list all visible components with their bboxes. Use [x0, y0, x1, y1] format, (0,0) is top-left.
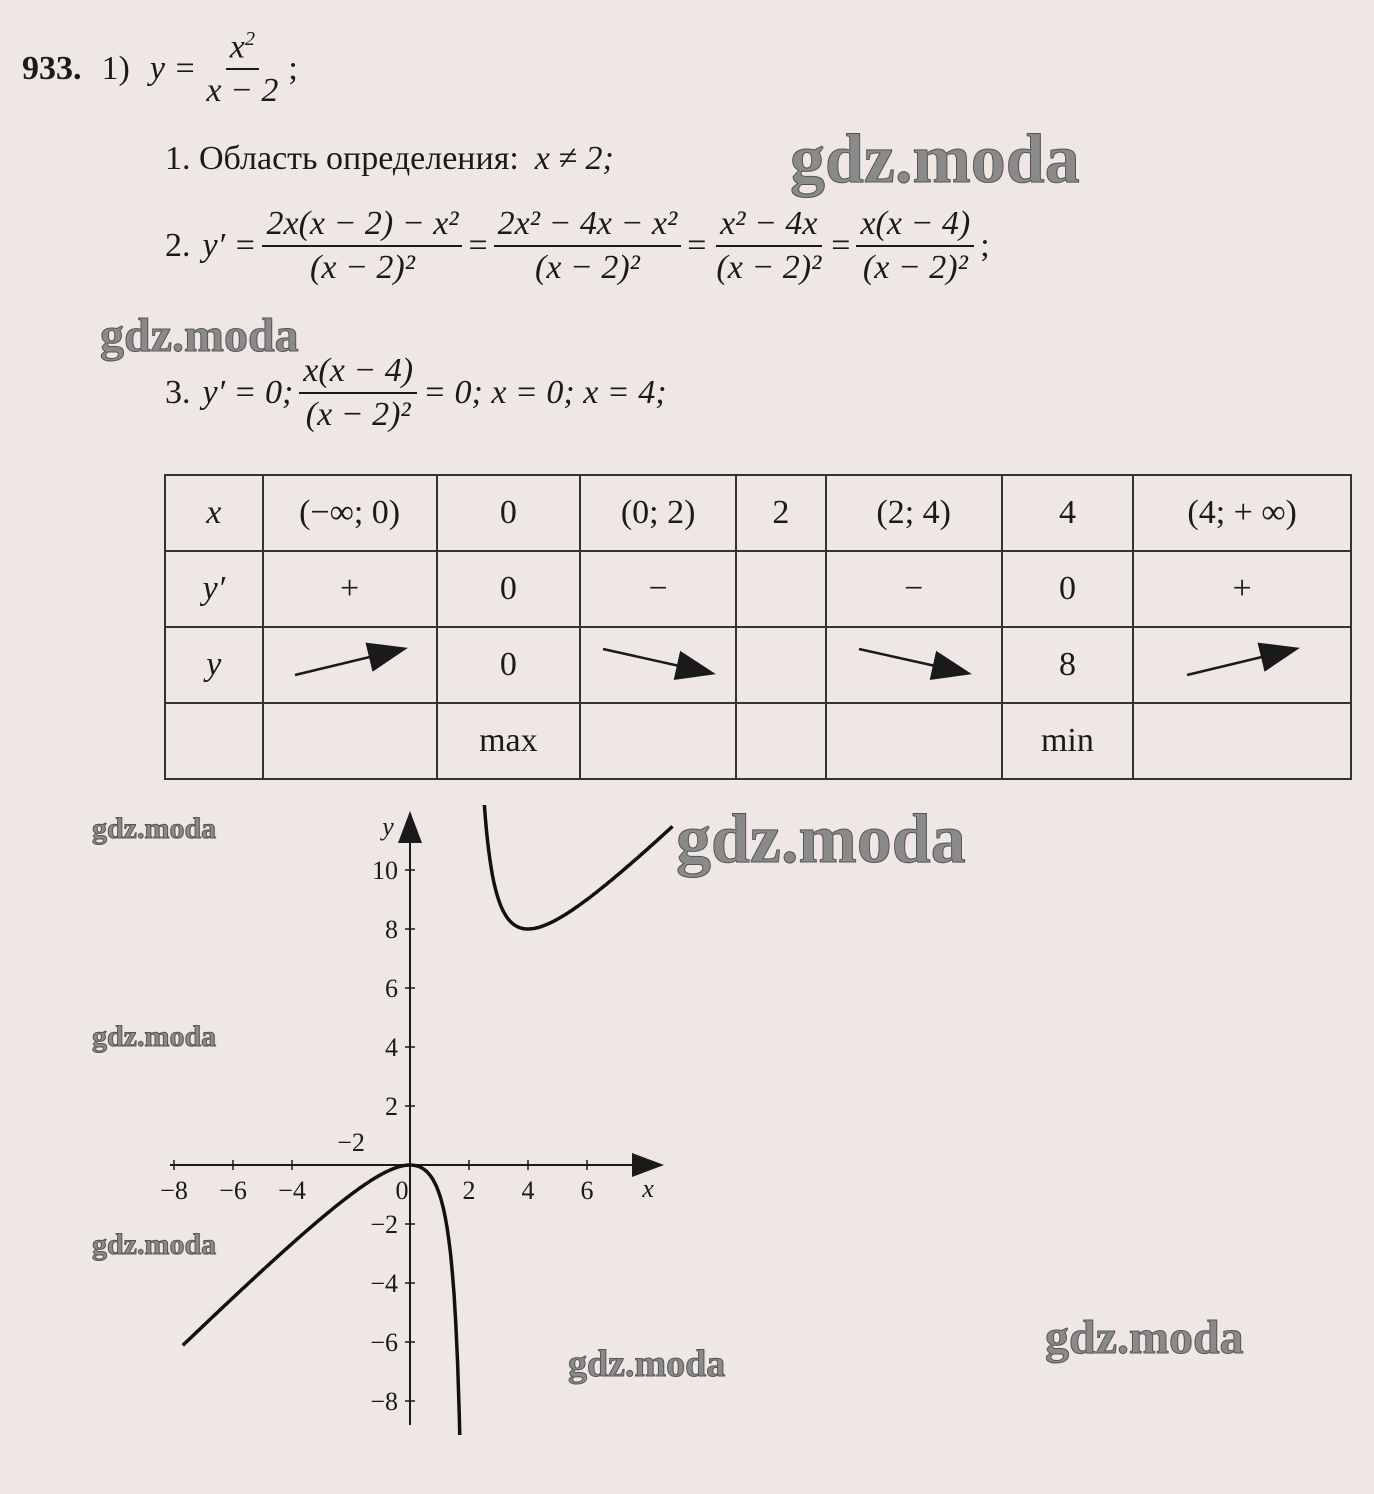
function-fraction — [202, 28, 282, 110]
equals-sign: = — [468, 227, 488, 264]
y-tick-label: 4 — [385, 1033, 398, 1062]
table-cell: + — [1133, 551, 1351, 627]
table-cell — [736, 627, 826, 703]
table-cell: − — [580, 551, 736, 627]
table-cell: 8 — [1002, 627, 1134, 703]
step-3-label: 3. — [165, 374, 191, 411]
y-tick-label: 10 — [372, 856, 398, 885]
x-tick-label: 2 — [462, 1176, 476, 1205]
derivative-fraction-2 — [494, 205, 682, 287]
step-1-condition: x ≠ 2; — [534, 140, 614, 177]
equals-sign: = — [687, 227, 707, 264]
table-cell — [736, 703, 826, 779]
derivative-fraction-4 — [856, 205, 974, 287]
table-cell: 0 — [1002, 551, 1134, 627]
table-cell: 0 — [437, 627, 581, 703]
watermark-small: gdz.moda — [92, 1020, 217, 1053]
step-3-fraction — [299, 352, 417, 434]
watermark-small: gdz.moda — [92, 1228, 217, 1261]
table-cell: max — [437, 703, 581, 779]
derivative-fraction-3-den: (x − 2)² — [716, 249, 822, 286]
step-2-label: 2. — [165, 227, 191, 264]
derivative-fraction-4-num: x(x − 4) — [856, 205, 974, 247]
table-cell: + — [263, 551, 437, 627]
step-2 — [165, 205, 990, 287]
step-3-rhs: = 0; x = 0; x = 4; — [423, 374, 667, 411]
y-tick-label: −6 — [370, 1328, 398, 1357]
derivative-fraction-1 — [262, 205, 462, 287]
table-cell — [580, 627, 736, 703]
table-cell — [826, 703, 1002, 779]
watermark-large: gdz.moda — [676, 801, 966, 878]
watermark-medium: gdz.moda — [100, 309, 299, 362]
table-cell: y′ — [165, 551, 263, 627]
function-end: ; — [288, 50, 298, 88]
step-3-fraction-num: x(x − 4) — [299, 352, 417, 394]
step-1-text: 1. Область определения: — [165, 140, 519, 177]
table-function-row — [165, 627, 1351, 703]
equals-sign: = — [831, 227, 851, 264]
table-cell — [1133, 703, 1351, 779]
table-cell: 4 — [1002, 475, 1134, 551]
step-3-lhs: y′ = 0; — [202, 374, 294, 411]
y-tick-label: 6 — [385, 974, 398, 1003]
table-cell — [1133, 627, 1351, 703]
watermark-large: gdz.moda — [790, 121, 1080, 198]
table-cell: y — [165, 627, 263, 703]
curve-left-branch — [183, 1165, 463, 1435]
derivative-fraction-1-den: (x − 2)² — [310, 249, 415, 286]
y-tick-label: 2 — [385, 1092, 398, 1121]
derivative-fraction-2-num: 2x² − 4x − x² — [494, 205, 682, 247]
x-tick-label: 4 — [521, 1176, 535, 1205]
table-cell: (4; + ∞) — [1133, 475, 1351, 551]
table-cell: 2 — [736, 475, 826, 551]
problem-number: 933. — [22, 50, 82, 88]
problem-header — [22, 28, 298, 110]
table-cell — [263, 627, 437, 703]
table-cell: (2; 4) — [826, 475, 1002, 551]
table-cell — [580, 703, 736, 779]
x-axis-label: x — [642, 1174, 654, 1203]
table-cell: 0 — [437, 551, 581, 627]
y-tick-label: −4 — [370, 1269, 398, 1298]
table-cell: (0; 2) — [580, 475, 736, 551]
step-2-end: ; — [980, 227, 990, 264]
derivative-fraction-3-num: x² − 4x — [716, 205, 821, 247]
x-tick-label: 0 — [395, 1176, 409, 1205]
watermark-small: gdz.moda — [568, 1343, 726, 1385]
x-tick-label: −8 — [160, 1176, 188, 1205]
function-denominator: x − 2 — [206, 72, 279, 110]
step-3 — [165, 352, 667, 434]
function-numerator: x — [229, 28, 245, 66]
table-cell: (−∞; 0) — [263, 475, 437, 551]
increasing-arrow-icon — [285, 641, 415, 681]
function-graph — [160, 805, 680, 1435]
function-lhs: y = — [149, 50, 197, 88]
table-x-row — [165, 475, 1351, 551]
watermark-small: gdz.moda — [92, 812, 217, 845]
table-cell — [826, 627, 1002, 703]
y-tick-label: −8 — [370, 1387, 398, 1416]
table-cell — [736, 551, 826, 627]
x-tick-label: −4 — [278, 1176, 306, 1205]
step-3-fraction-den: (x − 2)² — [305, 396, 411, 433]
y-tick-label: −2 — [370, 1210, 398, 1239]
function-exponent: 2 — [244, 28, 256, 50]
derivative-fraction-1-num: 2x(x − 2) − x² — [262, 205, 462, 247]
table-cell: − — [826, 551, 1002, 627]
increasing-arrow-icon — [1177, 641, 1307, 681]
table-cell — [263, 703, 437, 779]
x-tick-label: 6 — [580, 1176, 594, 1205]
curve-right-branch — [483, 805, 673, 929]
derivative-fraction-2-den: (x − 2)² — [535, 249, 640, 286]
x-tick-label: −6 — [219, 1176, 247, 1205]
watermark-medium: gdz.moda — [1045, 1311, 1244, 1364]
x-tick-label-extra: −2 — [337, 1128, 365, 1157]
decreasing-arrow-icon — [849, 641, 979, 681]
problem-part: 1) — [101, 50, 130, 88]
table-cell: 0 — [437, 475, 581, 551]
table-derivative-row — [165, 551, 1351, 627]
decreasing-arrow-icon — [593, 641, 723, 681]
table-cell: min — [1002, 703, 1134, 779]
derivative-fraction-4-den: (x − 2)² — [862, 249, 968, 286]
derivative-fraction-3 — [712, 205, 825, 287]
y-axis-label: y — [382, 812, 394, 841]
step-2-lhs: y′ = — [202, 227, 257, 264]
table-extremum-row — [165, 703, 1351, 779]
table-cell — [165, 703, 263, 779]
step-1 — [165, 140, 614, 178]
sign-analysis-table — [164, 474, 1352, 780]
table-cell: x — [165, 475, 263, 551]
y-tick-label: 8 — [385, 915, 398, 944]
